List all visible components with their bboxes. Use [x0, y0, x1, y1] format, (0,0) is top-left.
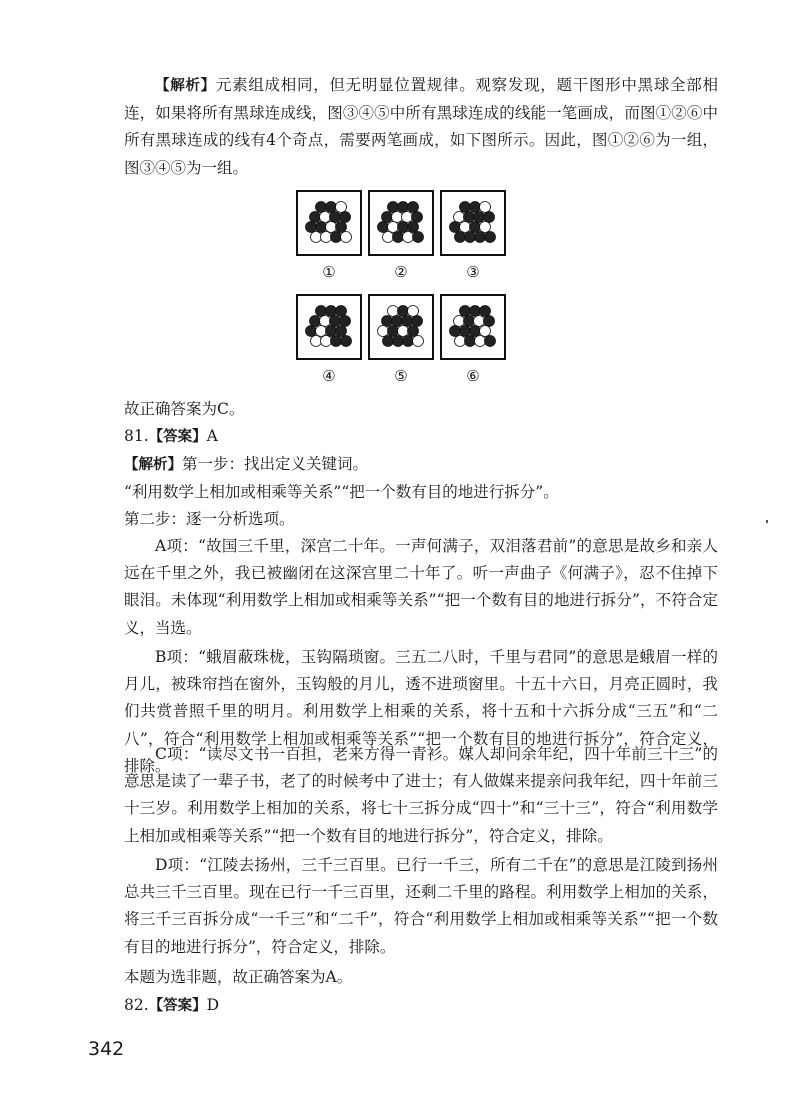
answer-label: 【答案】	[148, 998, 207, 1014]
figure-option-2	[368, 190, 434, 256]
scan-speck	[766, 520, 768, 523]
analysis-label: 【解析】	[155, 78, 216, 94]
conclusion-c: 故正确答案为C。	[124, 400, 245, 418]
figure-label-4: ④	[322, 367, 336, 385]
answer-value: A	[206, 427, 218, 445]
question-81-analysis	[124, 453, 718, 476]
ball-cluster-6	[442, 296, 504, 358]
answer-value: D	[206, 996, 220, 1014]
answer-label: 【答案】	[148, 429, 207, 445]
figure-option-6	[440, 294, 506, 360]
figure-label-1: ①	[322, 263, 336, 281]
analysis-paragraph-1	[124, 72, 718, 182]
analysis-label: 【解析】	[124, 457, 182, 473]
option-c-analysis: C项：“读尽文书一百担，老来方得一青衫。媒人却问余年纪，四十年前三十三”的意思是读了一辈子书，老了的时候考中了进士；有人做媒来提亲问我年纪，四十年前三十三岁。利用数学上相加的关系，将七十三拆分成“四十”和“三十三”，符合“利用数学上相加或相乘等关系”“把一个数有目的地进行拆分”，符合定义，排除。	[124, 745, 718, 845]
ball-cluster-4	[298, 296, 360, 358]
option-b-analysis: B项：“蛾眉蔽珠栊，玉钩隔琐窗。三五二八时，千里与君同”的意思是蛾眉一样的月儿，被珠帘挡在窗外，玉钩般的月儿，透不进琐窗里。十五十六日，月亮正圆时，我们共赏普照千里的明月。利用数学上相乘的关系，将十五和十六拆分成“三五”和“二八”，符合“利用数学上相加或相乘等关系”“把一个数有目的地进行拆分”，符合定义，排除。	[124, 648, 718, 775]
figure-label-5: ⑤	[394, 367, 408, 385]
figure-option-4	[296, 294, 362, 360]
figure-six-options	[296, 190, 506, 390]
definition-keywords: “利用数学上相加或相乘等关系”“把一个数有目的地进行拆分”。	[124, 483, 559, 501]
ball-cluster-1	[298, 192, 360, 254]
analysis-text: 元素组成相同，但无明显位置规律。观察发现，题干图形中黑球全部相连，如果将所有黑球连成线，图③④⑤中所有黑球连成的线能一笔画成，而图①②⑥中所有黑球连成的线有4个奇点，需要两笔画成，如下图所示。因此，图①②⑥为一组，图③④⑤为一组。	[124, 76, 718, 177]
figure-option-1	[296, 190, 362, 256]
figure-label-3: ③	[466, 263, 480, 281]
figure-option-5	[368, 294, 434, 360]
page-number: 342	[88, 1038, 125, 1060]
figure-label-6: ⑥	[466, 367, 480, 385]
analysis-step-1: 第一步：找出定义关键词。	[182, 455, 369, 473]
question-82-answer	[124, 994, 718, 1017]
figure-label-2: ②	[394, 263, 408, 281]
conclusion-a: 本题为选非题，故正确答案为A。	[124, 968, 353, 986]
question-81-number: 81.	[124, 427, 149, 445]
option-d-analysis: D项：“江陵去扬州，三千三百里。已行一千三，所有二千在”的意思是江陵到扬州总共三千三百里。现在已行一千三百里，还剩二千里的路程。利用数学上相加的关系，将三千三百拆分成“一千三”和“二千”，符合“利用数学上相加或相乘等关系”“把一个数有目的地进行拆分”，符合定义，排除。	[124, 856, 718, 956]
option-a-analysis: A项：“故国三千里，深宫二十年。一声何满子，双泪落君前”的意思是故乡和亲人远在千里之外，我已被幽闭在这深宫里二十年了。听一声曲子《何满子》，忍不住掉下眼泪。未体现“利用数学上相加或相乘等关系”“把一个数有目的地进行拆分”，不符合定义，当选。	[124, 537, 718, 637]
question-81-answer	[124, 425, 718, 448]
ball-cluster-2	[370, 192, 432, 254]
ball-cluster-5	[370, 296, 432, 358]
analysis-step-2: 第二步：逐一分析选项。	[124, 510, 295, 528]
question-82-number: 82.	[124, 996, 149, 1014]
ball-cluster-3	[442, 192, 504, 254]
figure-option-3	[440, 190, 506, 256]
